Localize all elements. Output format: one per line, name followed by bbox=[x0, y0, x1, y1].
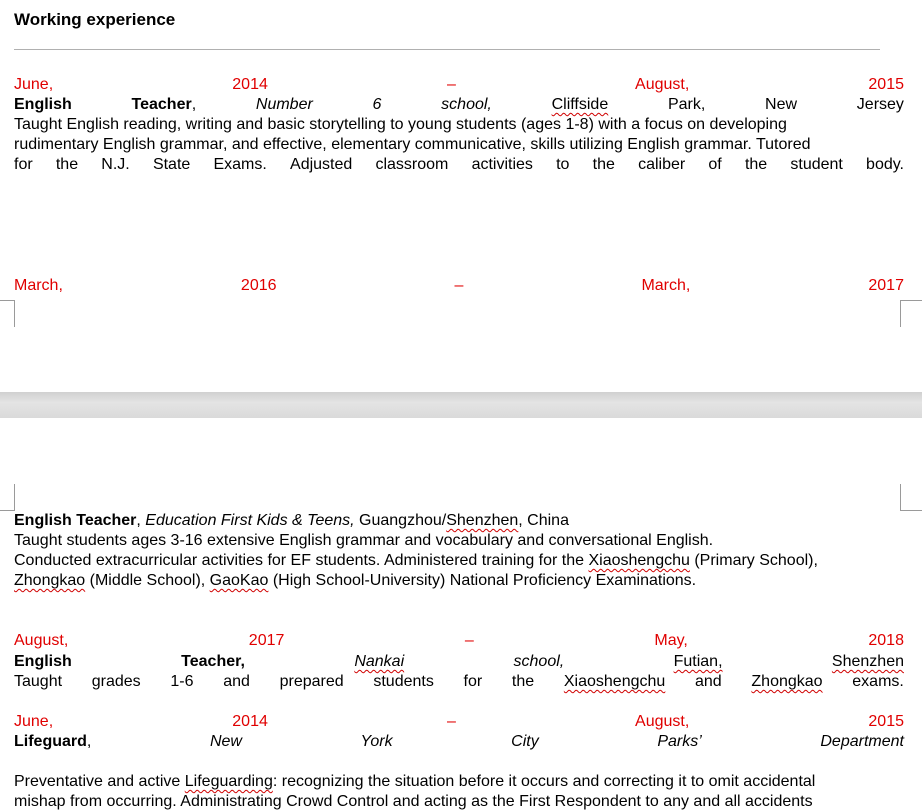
comma: , bbox=[86, 733, 92, 750]
job-title-2: Teacher, bbox=[181, 653, 245, 670]
location: Futian, bbox=[673, 653, 723, 670]
word: N.J. bbox=[101, 156, 130, 173]
job1-dates bbox=[14, 75, 904, 95]
org: Number bbox=[255, 96, 313, 113]
date-month-end: May, bbox=[654, 632, 688, 649]
date-dash: – bbox=[446, 76, 456, 93]
job-title: Lifeguard bbox=[14, 733, 87, 750]
date-year-start: 2017 bbox=[248, 632, 285, 649]
job2-desc-line2 bbox=[14, 551, 904, 571]
text: Preventative and active bbox=[14, 773, 185, 790]
location: Shenzhen bbox=[831, 653, 904, 670]
date-month-start: March, bbox=[14, 277, 63, 294]
text: Zhongkao bbox=[14, 572, 86, 589]
date-year-end: 2017 bbox=[868, 277, 904, 294]
job1-desc-line2: rudimentary English grammar, and effective, elementary communicative, skills utilizing English grammar. Tutored bbox=[14, 136, 811, 153]
job4-header bbox=[14, 732, 904, 752]
org: school, bbox=[441, 96, 492, 113]
org: 6 bbox=[372, 96, 382, 113]
location: Cliffside bbox=[551, 96, 609, 113]
location: Guangzhou/ bbox=[354, 512, 447, 529]
word: to bbox=[556, 156, 570, 173]
date-year-start: 2016 bbox=[240, 277, 277, 294]
word: the bbox=[744, 156, 768, 173]
job1-desc-line1: Taught English reading, writing and basic storytelling to young students (ages 1-8) with a focus on developing bbox=[14, 116, 787, 133]
page-corner-mark bbox=[900, 484, 922, 511]
text: (Middle School), bbox=[85, 572, 210, 589]
location: Park, bbox=[667, 96, 706, 113]
word: exams. bbox=[852, 673, 904, 690]
word: and bbox=[695, 673, 722, 690]
word: activities bbox=[471, 156, 533, 173]
word: for bbox=[463, 673, 483, 690]
word: students bbox=[373, 673, 434, 690]
location: , China bbox=[518, 512, 569, 529]
word: for bbox=[14, 156, 33, 173]
date-dash: – bbox=[454, 277, 464, 294]
org: Parks’ bbox=[657, 733, 702, 750]
page-corner-mark bbox=[900, 300, 922, 327]
text: Lifeguarding bbox=[184, 773, 273, 790]
text: (Primary School), bbox=[689, 552, 818, 569]
text: Conducted extracurricular activities for EF students. Administered training for the bbox=[14, 552, 589, 569]
word: student bbox=[790, 156, 843, 173]
org: Nankai bbox=[354, 653, 405, 670]
word: the bbox=[55, 156, 79, 173]
job-title: English Teacher bbox=[14, 512, 137, 529]
date-year-start: 2014 bbox=[232, 76, 268, 93]
date-month-end: March, bbox=[641, 277, 691, 294]
word: and bbox=[223, 673, 250, 690]
date-year-start: 2014 bbox=[232, 713, 268, 730]
date-month-start: June, bbox=[14, 713, 54, 730]
job4-desc-line1 bbox=[14, 772, 904, 792]
word: Adjusted bbox=[290, 156, 353, 173]
text: Xiaoshengchu bbox=[588, 552, 690, 569]
org: York bbox=[360, 733, 393, 750]
job2-desc-line1: Taught students ages 3-16 extensive English grammar and vocabulary and conversational English. bbox=[14, 532, 714, 549]
word: of bbox=[708, 156, 722, 173]
job1-header bbox=[14, 95, 904, 115]
date-dash: – bbox=[446, 713, 456, 730]
job-title: English bbox=[14, 96, 72, 113]
word: Taught bbox=[14, 673, 63, 690]
org: school, bbox=[513, 653, 565, 670]
word: grades bbox=[91, 673, 141, 690]
section-divider bbox=[14, 49, 880, 50]
comma: , bbox=[136, 512, 146, 529]
date-year-end: 2015 bbox=[868, 76, 904, 93]
word: caliber bbox=[638, 156, 686, 173]
job1-desc-line3 bbox=[14, 155, 904, 175]
location: Shenzhen bbox=[446, 512, 519, 529]
job3-dates bbox=[14, 631, 904, 651]
org: Department bbox=[820, 733, 904, 750]
date-month-end: August, bbox=[635, 713, 690, 730]
word: the bbox=[511, 673, 535, 690]
text: GaoKao bbox=[209, 572, 269, 589]
date-year-end: 2015 bbox=[868, 713, 904, 730]
page-break-gap bbox=[0, 392, 922, 418]
date-month-end: August, bbox=[635, 76, 690, 93]
word: Xiaoshengchu bbox=[563, 673, 666, 690]
location: New bbox=[765, 96, 798, 113]
job4-dates bbox=[14, 712, 904, 732]
org: City bbox=[511, 733, 539, 750]
job4-desc-line2: mishap from occurring. Administrating Crowd Control and acting as the First Respondent to any and all accidents bbox=[14, 793, 813, 810]
comma: , bbox=[191, 96, 197, 113]
page-corner-mark bbox=[0, 484, 15, 511]
job3-header bbox=[14, 652, 904, 672]
job2-desc-line3 bbox=[14, 571, 904, 591]
job2-header bbox=[14, 511, 904, 531]
page-corner-mark bbox=[0, 300, 15, 327]
word: the bbox=[592, 156, 615, 173]
org: New bbox=[209, 733, 242, 750]
job2-dates bbox=[14, 276, 904, 296]
word: 1-6 bbox=[170, 673, 194, 690]
word: Exams. bbox=[213, 156, 267, 173]
org: Education First Kids & Teens, bbox=[145, 512, 355, 529]
location: Jersey bbox=[856, 96, 904, 113]
job3-desc bbox=[14, 672, 904, 692]
section-title: Working experience bbox=[14, 10, 176, 29]
job-title: English bbox=[14, 653, 72, 670]
word: Zhongkao bbox=[751, 673, 823, 690]
word: classroom bbox=[375, 156, 449, 173]
date-dash: – bbox=[464, 632, 474, 649]
date-month-start: June, bbox=[14, 76, 54, 93]
text: (High School-University) National Proficiency Examinations. bbox=[268, 572, 697, 589]
word: State bbox=[152, 156, 191, 173]
word: body. bbox=[866, 156, 904, 173]
date-year-end: 2018 bbox=[868, 632, 904, 649]
date-month-start: August, bbox=[14, 632, 69, 649]
job-title-2: Teacher bbox=[131, 96, 192, 113]
word: prepared bbox=[279, 673, 344, 690]
text: : recognizing the situation before it occurs and correcting it to omit accidental bbox=[272, 773, 816, 790]
